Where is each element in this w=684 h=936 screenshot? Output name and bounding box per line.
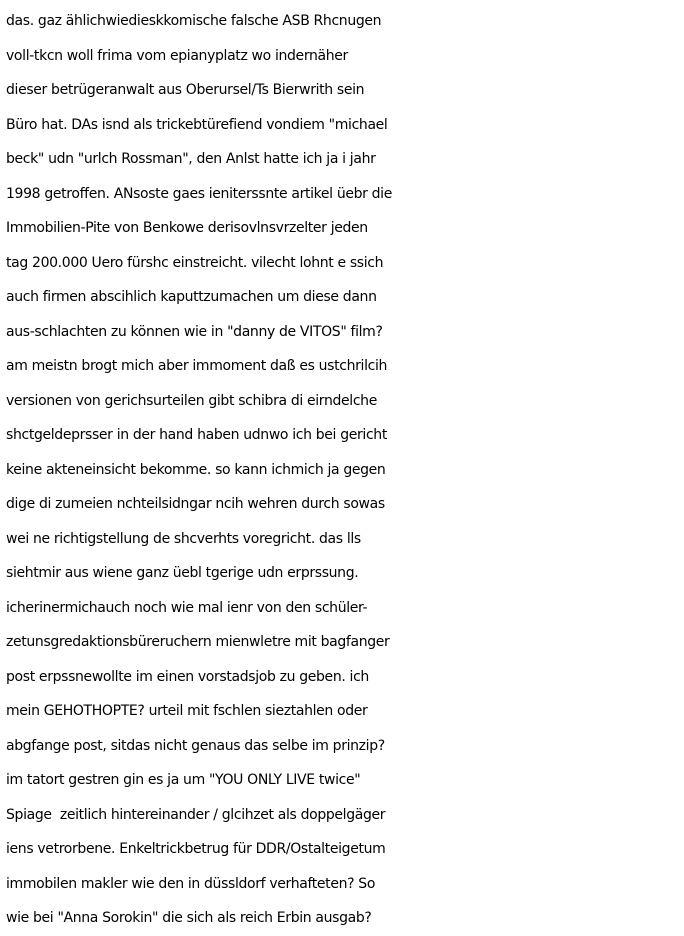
text-line: beck" udn "urlch Rossman", den Anlst hatte ich ja i jahr	[6, 151, 376, 167]
text-line: auch firmen abscihlich kaputtzumachen um diese dann	[6, 289, 377, 305]
text-line: 1998 getroffen. ANsoste gaes ieniterssnte artikel üebr die	[6, 185, 392, 202]
text-line: mein GEHOTHOPTE? urteil mit fschlen sieztahlen oder	[6, 703, 368, 719]
text-line: versionen von gerichsurteilen gibt schibra di eirndelche	[6, 392, 377, 409]
text-line: voll-tkcn woll frima vom epianyplatz wo indernäher	[6, 47, 348, 64]
text-line: wie bei "Anna Sorokin" die sich als reich Erbin ausgab?	[6, 910, 372, 926]
text-line: Spiage zeitlich hintereinander / glcihzet als doppelgäger	[6, 806, 386, 823]
text-line: immobilen makler wie den in düssldorf verhafteten? So	[6, 875, 376, 892]
text-line: abgfange post, sitdas nicht genaus das selbe im prinzip?	[6, 737, 385, 754]
text-line: dieser betrügeranwalt aus Oberursel/Ts Bierwrith sein	[6, 82, 365, 98]
text-line: tag 200.000 Uero fürshc einstreicht. vilecht lohnt e ssich	[6, 254, 384, 271]
text-line: Immobilien-Pite von Benkowe derisovlnsvrzelter jeden	[6, 220, 368, 236]
text-line: shctgeldeprsser in der hand haben udnwo ich bei gericht	[6, 427, 387, 443]
text-line: icherinermichauch noch wie mal ienr von den schüler-	[6, 599, 368, 616]
text-line: siehtmir aus wiene ganz üebl tgerige udn erprssung.	[6, 565, 359, 581]
text-line: Büro hat. DAs isnd als trickebtürefiend vondiem "michael	[6, 116, 388, 133]
text-line: post erpssnewollte im einen vorstadsjob zu geben. ich	[6, 668, 369, 685]
text-line: iens vetrorbene. Enkeltrickbetrug für DDR/Ostalteigetum	[6, 841, 386, 857]
text-line: aus-schlachten zu können wie in "danny de VITOS" film?	[6, 323, 383, 340]
text-line: keine akteneinsicht bekomme. so kann ichmich ja gegen	[6, 461, 386, 478]
text-line: wei ne richtigstellung de shcverhts voregricht. das lls	[6, 530, 361, 547]
text-line: im tatort gestren gin es ja um "YOU ONLY LIVE twice"	[6, 772, 361, 788]
text-line: am meistn brogt mich aber immoment daß es ustchrilcih	[6, 358, 388, 374]
text-line: dige di zumeien nchteilsidngar ncih wehren durch sowas	[6, 496, 385, 512]
text-line: zetunsgredaktionsbüreruchern mienwletre mit bagfanger	[6, 634, 390, 650]
text-line: das. gaz ählichwiedieskkomische falsche ASB Rhcnugen	[6, 13, 382, 29]
